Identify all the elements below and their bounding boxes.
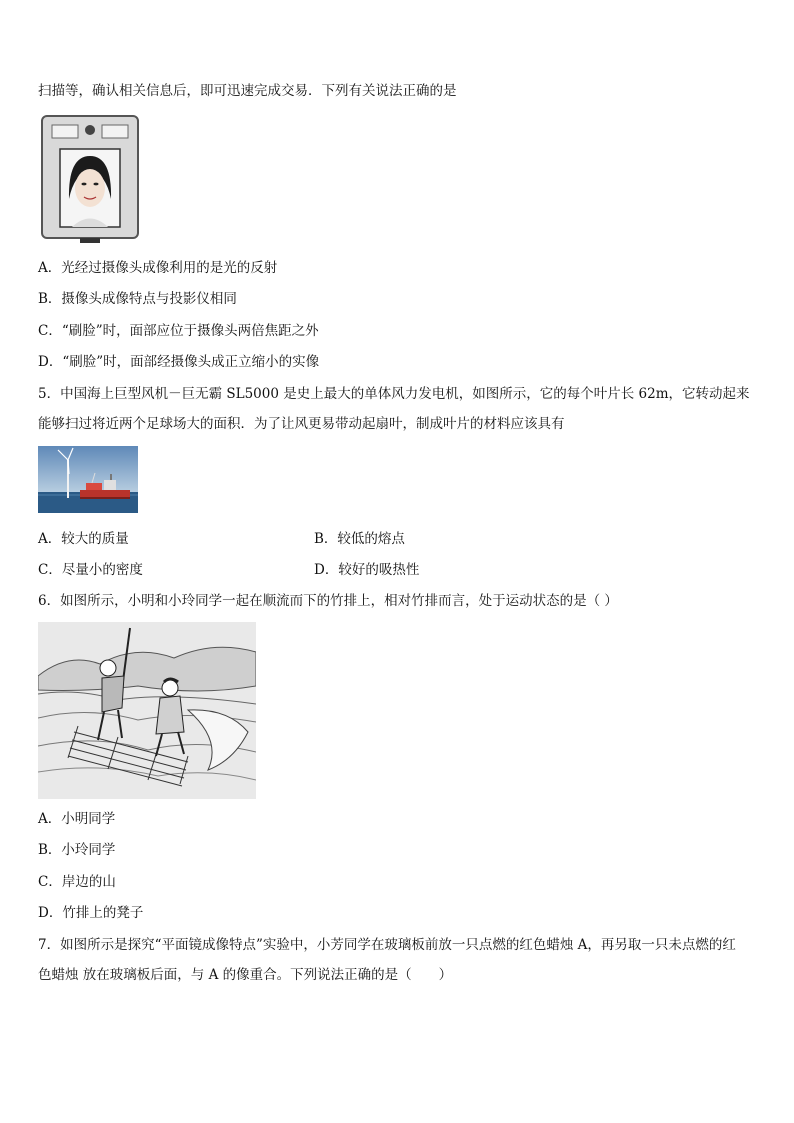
q5-option-a: A．较大的质量 — [38, 531, 129, 547]
q4-option-d: D．“刷脸”时，面部经摄像头成正立缩小的实像 — [38, 354, 320, 370]
q6-option-a: A．小明同学 — [38, 811, 116, 827]
q5-option-b: B．较低的熔点 — [314, 531, 405, 547]
q6-option-c: C．岸边的山 — [38, 874, 116, 890]
q5-option-d: D．较好的吸热性 — [314, 562, 420, 578]
q5-stem-line1: 5．中国海上巨型风机－巨无霸 SL5000 是史上最大的单体风力发电机，如图所示，它的每个叶片长 62m，它转动起来 — [38, 386, 750, 402]
bamboo-raft-illustration — [38, 622, 256, 799]
q4-intro: 扫描等，确认相关信息后，即可迅速完成交易．下列有关说法正确的是 — [38, 83, 457, 99]
q7-stem-line2: 色蜡烛 放在玻璃板后面，与 A 的像重合。下列说法正确的是（ ） — [38, 967, 453, 983]
q5-stem-line2: 能够扫过将近两个足球场大的面积．为了让风更易带动起扇叶，制成叶片的材料应该具有 — [38, 416, 565, 432]
q6-stem: 6．如图所示，小明和小玲同学一起在顺流而下的竹排上，相对竹排而言，处于运动状态的是（ ） — [38, 593, 618, 609]
q5-option-c: C．尽量小的密度 — [38, 562, 143, 578]
q4-option-b: B．摄像头成像特点与投影仪相同 — [38, 291, 237, 307]
face-scanner-figure — [40, 114, 140, 244]
q7-stem-line1: 7．如图所示是探究“平面镜成像特点”实验中，小芳同学在玻璃板前放一只点燃的红色蜡烛 A，再另取一只未点燃的红 — [38, 937, 736, 953]
q6-option-b: B．小玲同学 — [38, 842, 116, 858]
wind-turbine-photo — [38, 446, 138, 513]
q6-option-d: D．竹排上的凳子 — [38, 905, 144, 921]
q4-option-c: C．“刷脸”时，面部应位于摄像头两倍焦距之外 — [38, 323, 319, 339]
q4-option-a: A．光经过摄像头成像利用的是光的反射 — [38, 260, 278, 276]
